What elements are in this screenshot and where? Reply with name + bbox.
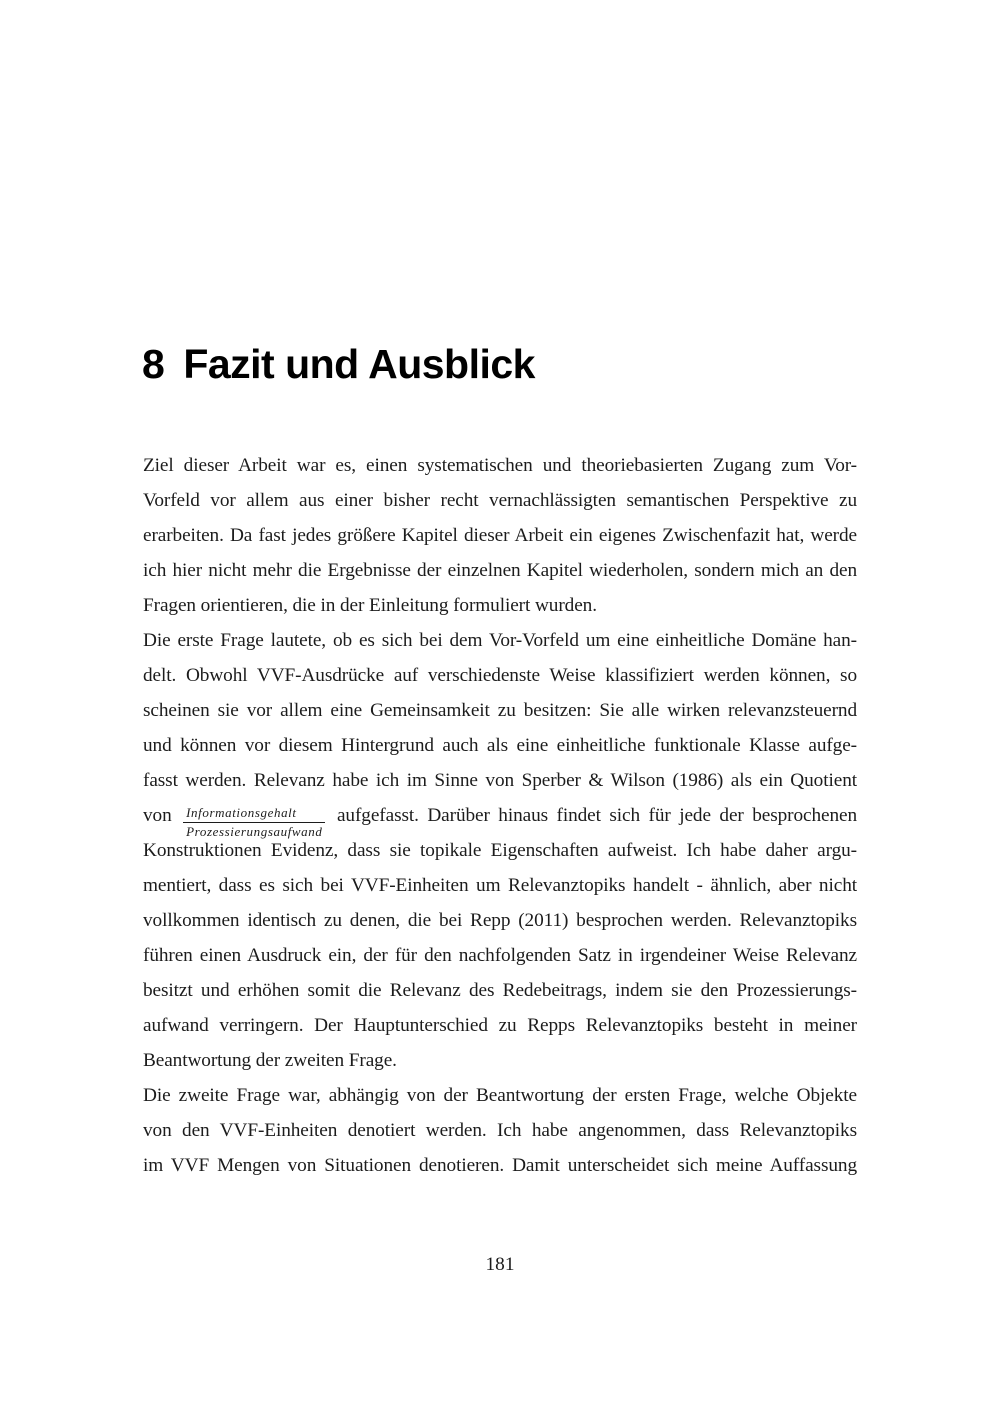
text-line: Ziel dieser Arbeit war es, einen systematischen und theoriebasierten Zugang zum Vor-	[143, 455, 857, 476]
text-line: erarbeiten. Da fast jedes größere Kapitel dieser Arbeit ein eigenes Zwischenfazit hat, werde	[143, 525, 857, 546]
text-line: delt. Obwohl VVF-Ausdrücke auf verschiedenste Weise klassifiziert werden können, so	[143, 665, 857, 686]
text-line: und können vor diesem Hintergrund auch als eine einheitliche funktionale Klasse aufge-	[143, 735, 857, 756]
body-text	[143, 448, 857, 1183]
text-line: Vorfeld vor allem aus einer bisher recht vernachlässigten semantischen Perspektive zu	[143, 490, 857, 511]
fraction-denominator: Prozessierungsaufwand	[183, 822, 325, 840]
text-line: scheinen sie vor allem eine Gemeinsamkeit zu besitzen: Sie alle wirken relevanzsteuernd	[143, 700, 857, 721]
page-number: 181	[485, 1254, 515, 1275]
text-line: vollkommen identisch zu denen, die bei Repp (2011) besprochen werden. Relevanztopiks	[143, 910, 857, 931]
text-line: fasst werden. Relevanz habe ich im Sinne von Sperber & Wilson (1986) als ein Quotient	[143, 770, 857, 791]
text-line: Konstruktionen Evidenz, dass sie topikale Eigenschaften aufweist. Ich habe daher argu-	[143, 840, 857, 861]
text-line: von den VVF-Einheiten denotiert werden. Ich habe angenommen, dass Relevanztopiks	[143, 1120, 857, 1141]
text-line: im VVF Mengen von Situationen denotieren. Damit unterscheidet sich meine Auffassung	[143, 1155, 857, 1176]
text-line: Die erste Frage lautete, ob es sich bei dem Vor-Vorfeld um eine einheitliche Domäne han-	[143, 630, 857, 651]
fraction-numerator: Informationsgehalt	[186, 805, 297, 820]
text-line: aufwand verringern. Der Hauptunterschied zu Repps Relevanztopiks besteht in meiner	[143, 1015, 857, 1036]
page-footer	[0, 1247, 1000, 1282]
chapter-title: Fazit und Ausblick	[183, 341, 535, 387]
chapter-number: 8	[142, 341, 165, 387]
text-line: von $\frac{\text{Informationsgehalt}}{\text{Prozessierungsaufwand}}$ aufgefasst. Darüber hinaus findet sich für jede der besprochenen	[143, 805, 858, 839]
chapter-heading	[142, 341, 535, 387]
text-line: mentiert, dass es sich bei VVF-Einheiten um Relevanztopiks handelt - ähnlich, aber nicht	[143, 875, 857, 896]
text-line: ich hier nicht mehr die Ergebnisse der einzelnen Kapitel wiederholen, sondern mich an den	[143, 560, 857, 581]
text-line: Die zweite Frage war, abhängig von der Beantwortung der ersten Frage, welche Objekte	[143, 1085, 857, 1106]
text-line: besitzt und erhöhen somit die Relevanz des Redebeitrags, indem sie den Prozessierungs-	[143, 980, 857, 1001]
text-line: führen einen Ausdruck ein, der für den nachfolgenden Satz in irgendeiner Weise Relevanz	[143, 945, 857, 966]
text-line: Beantwortung der zweiten Frage.	[143, 1050, 397, 1071]
text-line: Fragen orientieren, die in der Einleitung formuliert wurden.	[143, 595, 597, 616]
